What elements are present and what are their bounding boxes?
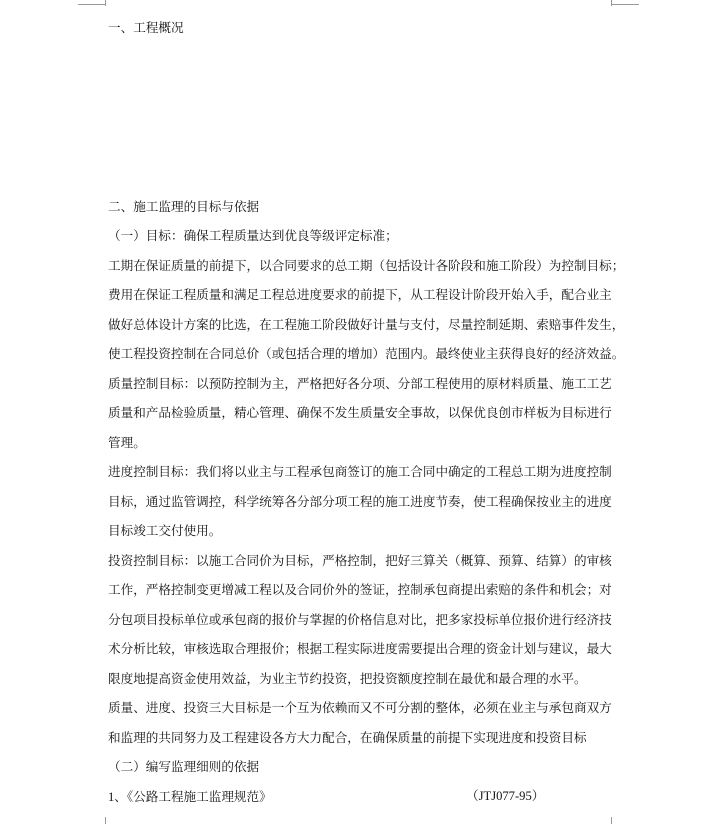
crop-mark-top-left-h	[78, 4, 106, 5]
crop-mark-top-right-h	[611, 4, 639, 5]
reference-item	[108, 782, 613, 812]
subheading-basis: （二）编写监理细则的依据	[108, 759, 260, 774]
paragraph-line: 工期在保证质量的前提下，以合同要求的总工期（包括设计各阶段和施工阶段）为控制目标；	[108, 257, 625, 273]
paragraph-line: 质量和产品检验质量，精心管理、确保不发生质量安全事故，以保优良创市样板为目标进行	[108, 405, 612, 420]
reference-title: 1、《公路工程施工监理规范》	[108, 789, 272, 804]
crop-mark-top-right-v	[611, 0, 612, 6]
paragraph-line: 做好总体设计方案的比选，在工程施工阶段做好计量与支付，尽量控制延期、索赔事件发生，	[108, 316, 625, 332]
crop-mark-bottom-left-v	[105, 817, 106, 824]
blank-space	[108, 43, 613, 192]
paragraph-line: 目标，通过监管调控，科学统筹各分部分项工程的施工进度节奏，使工程确保按业主的进度	[108, 493, 612, 509]
paragraph-line: 使工程投资控制在合同总价（或包括合理的增加）范围内。最终使业主获得良好的经济效益。	[108, 346, 625, 361]
subheading-goals: （一）目标：确保工程质量达到优良等级评定标准；	[108, 228, 398, 243]
paragraph-line: 质量控制目标：以预防控制为主，严格把好各分项、分部工程使用的原材料质量、施工工艺	[108, 375, 612, 391]
section-heading-goals: 二、施工监理的目标与依据	[108, 198, 260, 214]
paragraph-line: 和监理的共同努力及工程建设各方大力配合，在确保质量的前提下实现进度和投资目标	[108, 729, 587, 745]
paragraph-line: 术分析比较，审核选取合理报价；根据工程实际进度需要提出合理的资金计划与建议，最大	[108, 641, 612, 656]
paragraph-line: 进度控制目标：我们将以业主与工程承包商签订的施工合同中确定的工程总工期为进度控制	[108, 464, 612, 479]
document-body	[108, 13, 625, 811]
crop-mark-top-left-v	[105, 0, 106, 6]
paragraph-line: 分包项目投标单位或承包商的报价与掌握的价格信息对比，把多家投标单位报价进行经济技	[108, 611, 612, 627]
paragraph-line: 工作，严格控制变更增减工程以及合同价外的签证，控制承包商提出索赔的条件和机会；对	[108, 582, 612, 597]
reference-code: （JTJ077-95）	[466, 788, 545, 803]
paragraph-line: 质量、进度、投资三大目标是一个互为依赖而又不可分割的整体，必须在业主与承包商双方	[108, 700, 612, 715]
crop-mark-bottom-right-v	[611, 817, 612, 824]
paragraph-line: 费用在保证工程质量和满足工程总进度要求的前提下，从工程设计阶段开始入手，配合业主	[108, 287, 612, 302]
paragraph-line: 投资控制目标：以施工合同价为目标，严格控制，把好三算关（概算、预算、结算）的审核	[108, 552, 612, 568]
paragraph-line: 目标竣工交付使用。	[108, 523, 222, 538]
section-heading-overview: 一、工程概况	[108, 20, 184, 35]
paragraph-line: 限度地提高资金使用效益，为业主节约投资，把投资额度控制在最优和最合理的水平。	[108, 670, 587, 686]
paragraph-line: 管理。	[108, 434, 146, 450]
